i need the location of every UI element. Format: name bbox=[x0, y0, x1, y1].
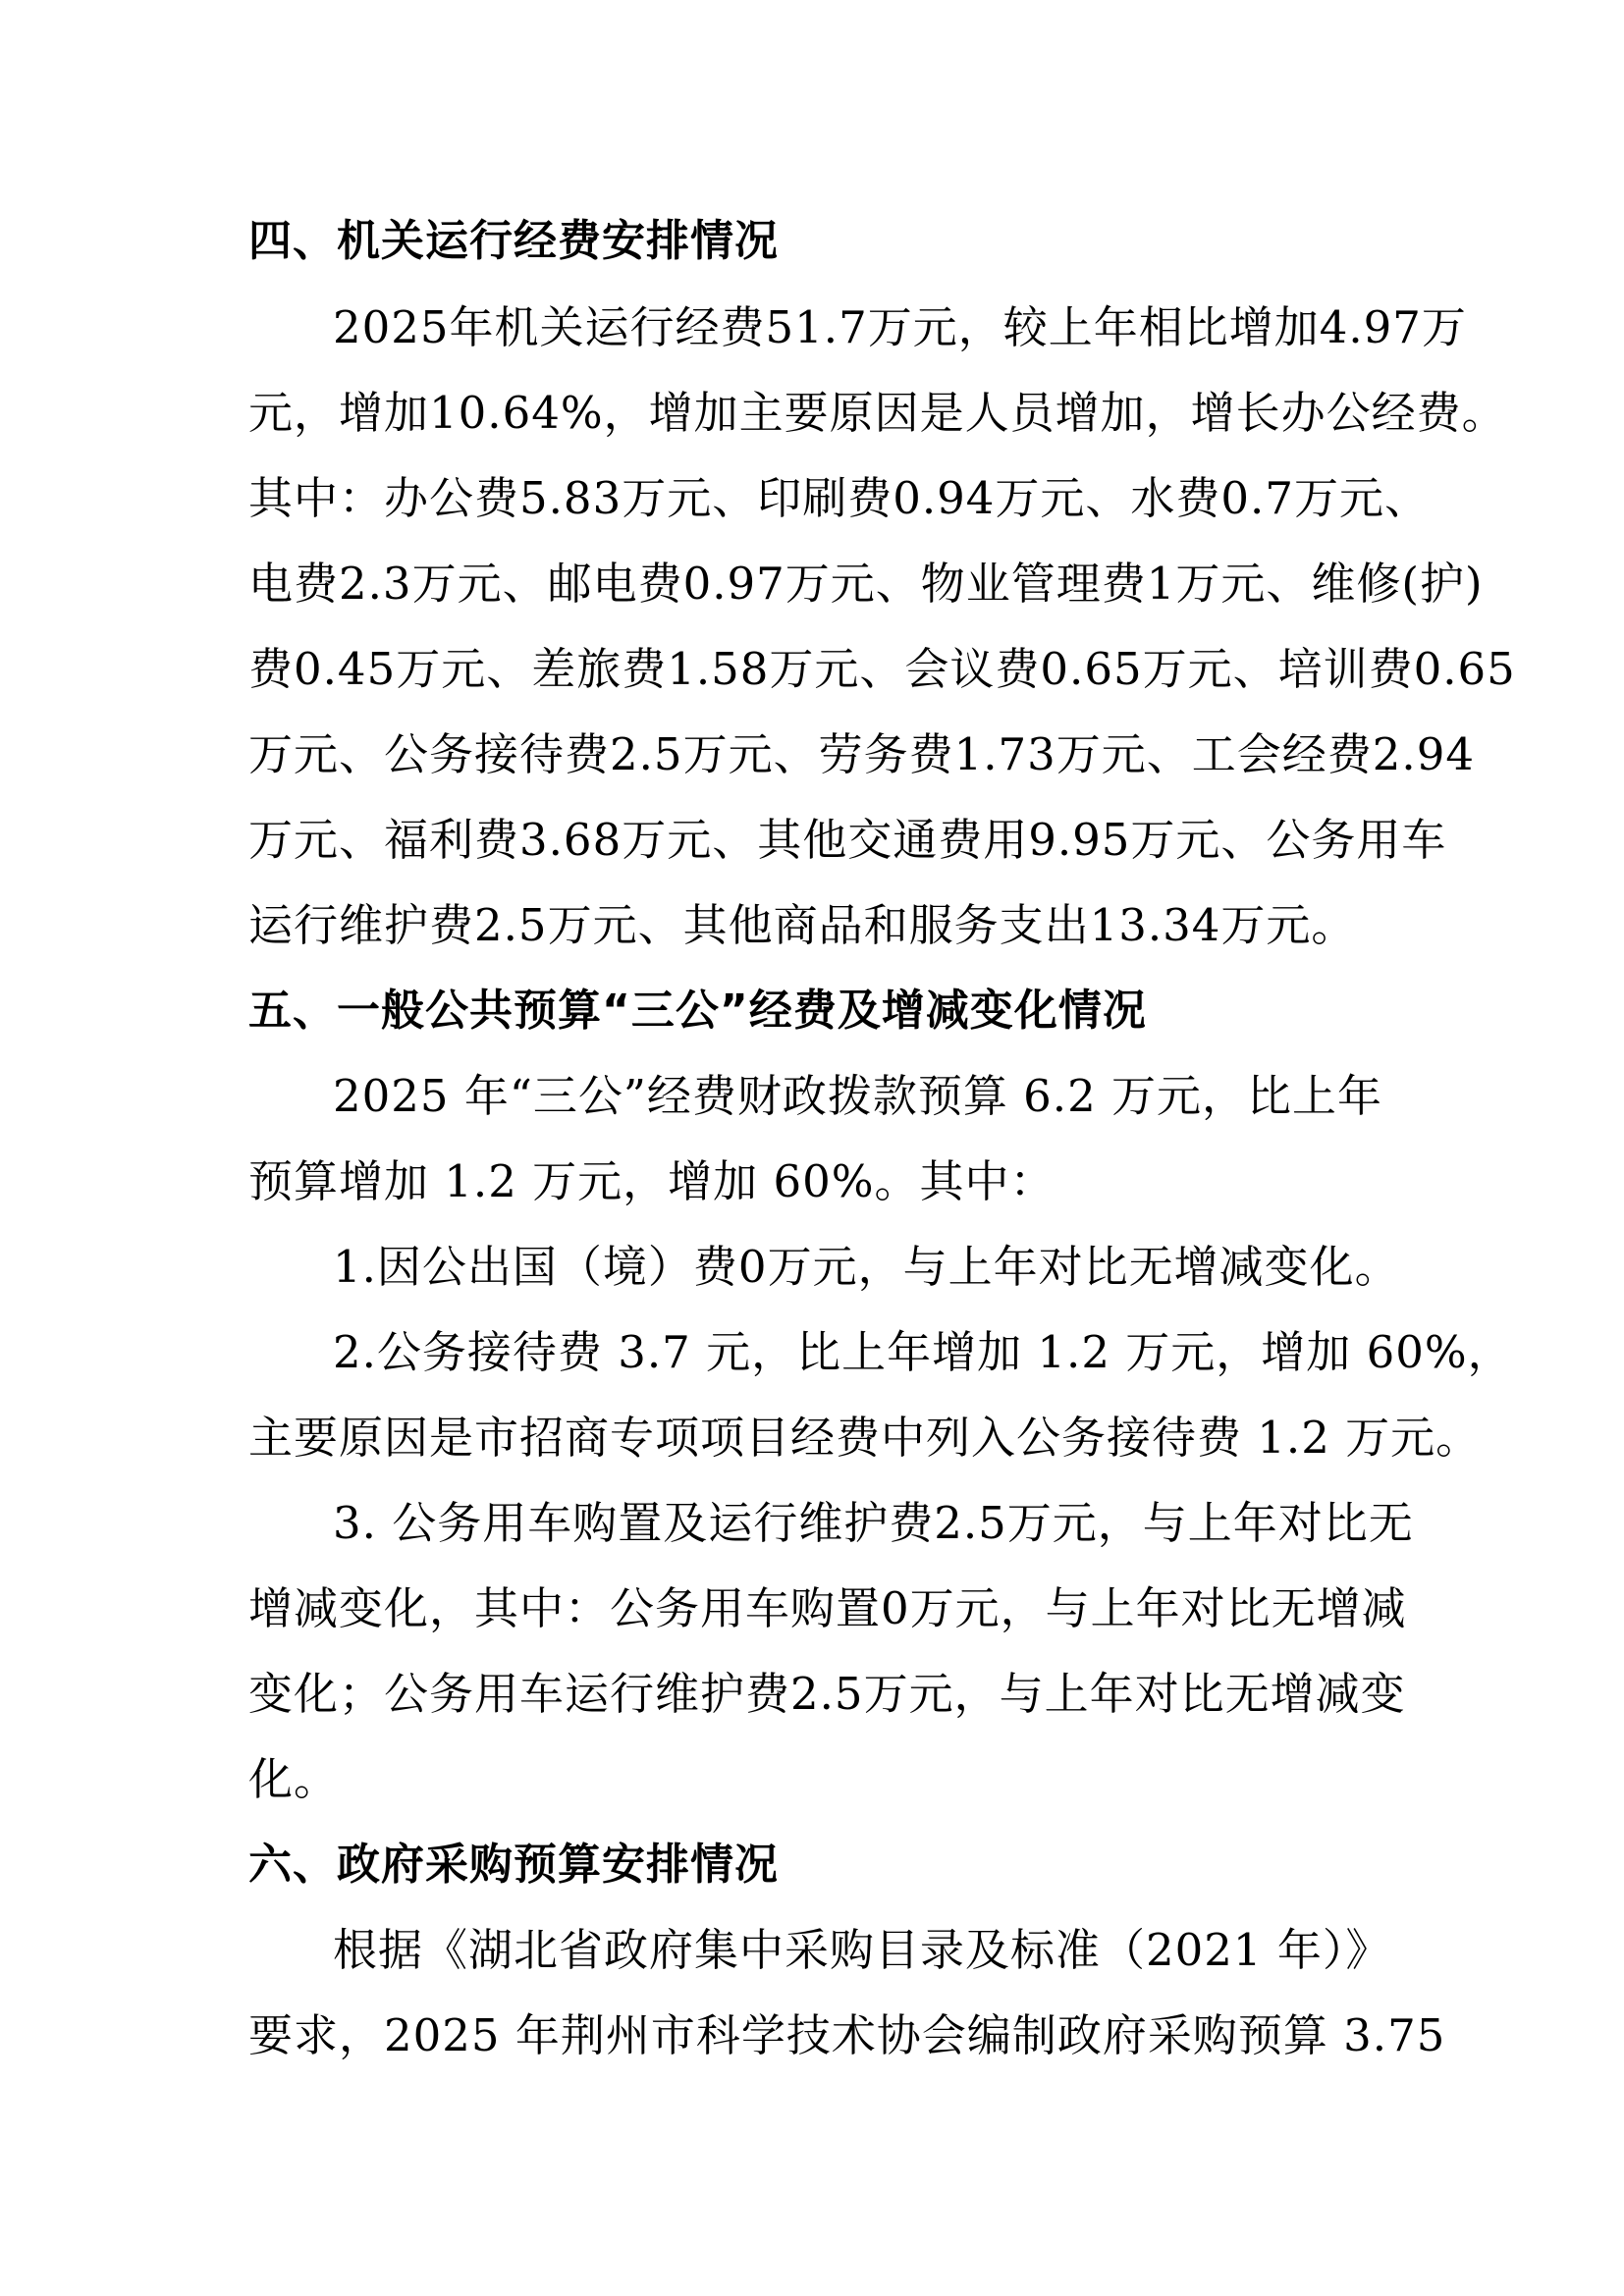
list-item-3: 3. 公务用车购置及运行维护费2.5万元，与上年对比无 bbox=[333, 1497, 1414, 1549]
paragraph-line: 增减变化，其中：公务用车购置0万元，与上年对比无增减 bbox=[248, 1582, 1407, 1634]
paragraph-line: 2025 年“三公”经费财政拨款预算 6.2 万元，比上年 bbox=[333, 1070, 1383, 1122]
paragraph-line: 万元、福利费3.68万元、其他交通费用9.95万元、公务用车 bbox=[248, 814, 1447, 866]
document-page bbox=[248, 0, 1516, 2296]
paragraph-line: 电费2.3万元、邮电费0.97万元、物业管理费1万元、维修(护) bbox=[248, 558, 1484, 610]
paragraph-line: 费0.45万元、差旅费1.58万元、会议费0.65万元、培训费0.65 bbox=[248, 643, 1516, 695]
paragraph-line: 化。 bbox=[248, 1753, 340, 1805]
section-heading-5: 五、一般公共预算“三公”经费及增减变化情况 bbox=[248, 986, 1147, 1036]
paragraph-line: 其中：办公费5.83万元、印刷费0.94万元、水费0.7万元、 bbox=[248, 472, 1430, 524]
paragraph-line: 要求，2025 年荆州市科学技术协会编制政府采购预算 3.75 bbox=[248, 2009, 1446, 2061]
paragraph-line: 根据《湖北省政府集中采购目录及标准（2021 年）》 bbox=[333, 1924, 1391, 1976]
list-item-1: 1.因公出国（境）费0万元，与上年对比无增减变化。 bbox=[333, 1241, 1400, 1293]
paragraph-line: 变化；公务用车运行维护费2.5万元，与上年对比无增减变 bbox=[248, 1668, 1406, 1720]
paragraph-line: 万元、公务接待费2.5万元、劳务费1.73万元、工会经费2.94 bbox=[248, 728, 1475, 780]
paragraph-line: 元，增加10.64%，增加主要原因是人员增加，增长办公经费。 bbox=[248, 387, 1507, 439]
list-item-2: 2.公务接待费 3.7 元，比上年增加 1.2 万元，增加 60%， bbox=[333, 1326, 1513, 1378]
section-heading-4: 四、机关运行经费安排情况 bbox=[248, 216, 779, 266]
paragraph-line: 预算增加 1.2 万元，增加 60%。其中： bbox=[248, 1155, 1056, 1207]
paragraph-line: 运行维护费2.5万元、其他商品和服务支出13.34万元。 bbox=[248, 899, 1357, 951]
paragraph-line: 主要原因是市招商专项项目经费中列入公务接待费 1.2 万元。 bbox=[248, 1412, 1482, 1464]
paragraph-line: 2025年机关运行经费51.7万元，较上年相比增加4.97万 bbox=[333, 301, 1467, 353]
section-heading-6: 六、政府采购预算安排情况 bbox=[248, 1840, 779, 1890]
